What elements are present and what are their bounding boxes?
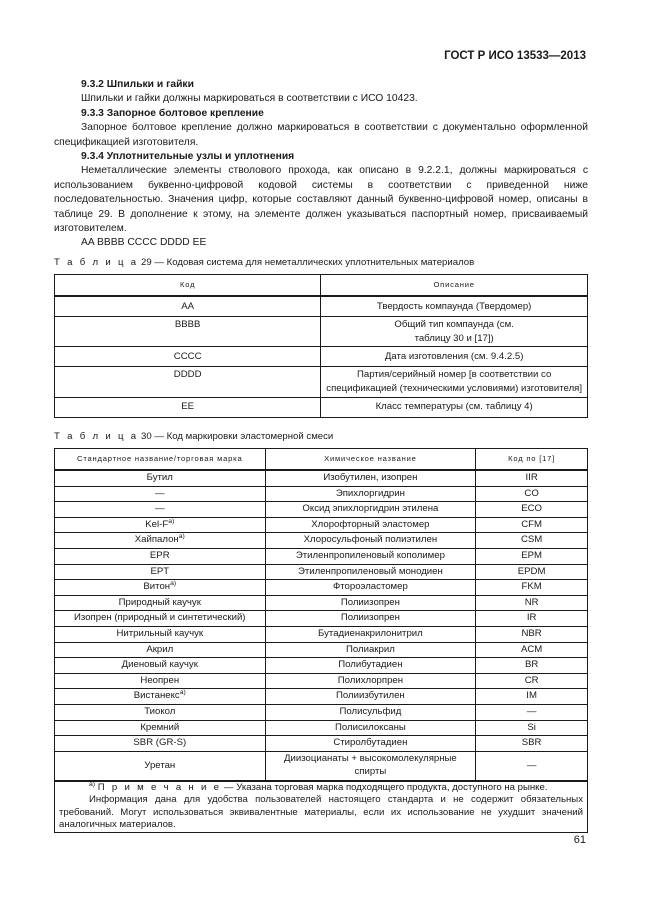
page-number: 61 — [573, 834, 586, 846]
table-29-code-cell: AA — [55, 296, 321, 317]
table-row — [55, 296, 588, 317]
table-30-code-cell: — — [476, 751, 588, 781]
table-row — [55, 502, 588, 518]
note-text: — Указана торговая марка подходящего продукта, доступного на рынке. — [221, 781, 548, 793]
table-30-name-cell: Изопрен (природный и синтетический) — [55, 611, 266, 627]
document-header: ГОСТ Р ИСО 13533—2013 — [444, 50, 586, 62]
table-30-chem-cell: Стиролбутадиен — [265, 736, 476, 752]
table-29-header-description: Описание — [321, 275, 588, 297]
section-9-3-3-text: Запорное болтовое крепление должно маркироваться в соответствии с документально оформленной спецификацией изготовителя. — [54, 122, 588, 148]
table-30-chem-cell: Полихлорпрен — [265, 673, 476, 689]
table-29-code-cell: BBBB — [55, 317, 321, 347]
table-30-header-name: Стандартное название/торговая марка — [55, 449, 266, 471]
table-row — [55, 642, 588, 658]
table-30-name-text: Хайпалон — [134, 534, 179, 546]
table-30-footnote — [59, 782, 583, 795]
table-30-header-code: Код по [17] — [476, 449, 588, 471]
table-30-name-text: Kel-F — [145, 518, 169, 530]
table-30-chem-cell: Хлоросульфоный полиэтилен — [265, 533, 476, 549]
table-30-name-text: Вистанекс — [133, 690, 180, 702]
table-30-chem-cell: Хлорофторный эластомер — [265, 517, 476, 533]
table-30-chem-cell: Полиизопрен — [265, 595, 476, 611]
table-row — [55, 517, 588, 533]
table-30-code-cell: FKM — [476, 580, 588, 596]
table-30-caption-text: 30 — Код маркировки эластомерной смеси — [141, 430, 334, 442]
table-row — [55, 470, 588, 486]
table-30-chem-cell: Полисульфид — [265, 704, 476, 720]
table-30-info: Информация дана для удобства пользователей настоящего стандарта и не содержит обязательных требований. Могут использоваться эквивалентные материалы, если их использование не ухудшит значений аналогичных материалов. — [59, 794, 583, 831]
table-row — [55, 627, 588, 643]
table-30-name-cell: Тиокол — [55, 704, 266, 720]
table-30-chem-cell: Полиакрил — [265, 642, 476, 658]
note-mark: a) — [89, 780, 96, 788]
table-30-code-cell: CSM — [476, 533, 588, 549]
table-30-chem-cell: Изобутилен, изопрен — [265, 470, 476, 486]
table-29-code-cell: DDDD — [55, 367, 321, 397]
table-30-name-cell: EPR — [55, 549, 266, 565]
table-row — [55, 347, 588, 367]
table-30-chem-cell: Фтороэластомер — [265, 580, 476, 596]
table-30-code-cell: IIR — [476, 470, 588, 486]
footnote-mark: a) — [179, 689, 186, 697]
table-30-caption-prefix: Т а б л и ц а — [54, 430, 139, 442]
table-30-code-cell: — — [476, 704, 588, 720]
table-30-name-cell: Кремний — [55, 720, 266, 736]
table-30-chem-cell: Полиизбутилен — [265, 689, 476, 705]
table-30-note — [55, 781, 588, 833]
table-30-chem-cell: Диизоцианаты + высокомолекулярные спирты — [265, 751, 476, 781]
table-30-name-cell — [55, 689, 266, 705]
table-30-code-cell: CO — [476, 486, 588, 502]
table-30-name-cell: Нитрильный каучук — [55, 627, 266, 643]
table-29-caption-prefix: Т а б л и ц а — [54, 256, 139, 268]
table-note-row — [55, 781, 588, 833]
table-30-code-cell: Si — [476, 720, 588, 736]
table-29-desc-cell: Твердость компаунда (Твердомер) — [321, 296, 588, 317]
table-29-caption-text: 29 — Кодовая система для неметаллических уплотнительных материалов — [141, 256, 475, 268]
table-row — [55, 580, 588, 596]
table-row — [55, 533, 588, 549]
table-row — [55, 751, 588, 781]
table-row — [55, 689, 588, 705]
table-row — [55, 317, 588, 347]
table-30-code-cell: SBR — [476, 736, 588, 752]
table-30-code-cell: IM — [476, 689, 588, 705]
table-30-name-cell: Бутил — [55, 470, 266, 486]
code-sequence: AA BBBB CCCC DDDD EE — [81, 237, 207, 249]
table-30-name-cell: Неопрен — [55, 673, 266, 689]
table-29-header-code: Код — [55, 275, 321, 297]
table-30-name-cell: Природный каучук — [55, 595, 266, 611]
table-30-name-cell: — — [55, 502, 266, 518]
table-29-caption — [54, 256, 588, 270]
table-row — [55, 611, 588, 627]
table-row — [55, 549, 588, 565]
footnote-mark: a) — [178, 533, 185, 541]
table-29-code-cell: CCCC — [55, 347, 321, 367]
table-30-name-cell: EPT — [55, 564, 266, 580]
footnote-mark: a) — [168, 517, 175, 525]
table-30-name-cell — [55, 580, 266, 596]
table-30-name-cell — [55, 517, 266, 533]
table-row — [55, 564, 588, 580]
table-30-code-cell: ACM — [476, 642, 588, 658]
table-30-code-cell: BR — [476, 658, 588, 674]
table-29-code-cell: EE — [55, 397, 321, 417]
table-30 — [54, 448, 588, 833]
table-row — [55, 486, 588, 502]
table-30-code-cell: CFM — [476, 517, 588, 533]
table-30-name-cell: Диеновый каучук — [55, 658, 266, 674]
table-30-name-cell: — — [55, 486, 266, 502]
table-30-name-cell: SBR (GR-S) — [55, 736, 266, 752]
table-30-code-cell: IR — [476, 611, 588, 627]
table-30-code-cell: NBR — [476, 627, 588, 643]
table-30-header-chemical: Химическое название — [265, 449, 476, 471]
section-9-3-4-text: Неметаллические элементы стволового прохода, как описано в 9.2.2.1, должны маркироваться с использованием буквенно-цифровой кодовой системы в соответствии с приведенной ниже последовательностью. Значения цифр, которые составляют данный буквенно-цифровой номер, описаны в таблице 29. В дополнение к этому, на элементе должен указываться паспортный номер, присваиваемый изготовителем. — [54, 165, 588, 235]
table-30-code-cell: CR — [476, 673, 588, 689]
table-30-code-cell: EPM — [476, 549, 588, 565]
table-29 — [54, 274, 588, 417]
table-row — [55, 720, 588, 736]
table-30-code-cell: ECO — [476, 502, 588, 518]
section-9-3-2-text: Шпильки и гайки должны маркироваться в соответствии с ИСО 10423. — [81, 93, 418, 105]
table-30-name-cell: Уретан — [55, 751, 266, 781]
table-row — [55, 595, 588, 611]
note-label: П р и м е ч а н и е — [97, 781, 222, 793]
table-row — [55, 367, 588, 397]
table-30-name-text: Витон — [143, 581, 171, 593]
page-content — [54, 78, 588, 833]
table-30-chem-cell: Оксид эпихлоргидрин этилена — [265, 502, 476, 518]
section-9-3-2-title: 9.3.2 Шпильки и гайки — [81, 79, 194, 90]
table-30-chem-cell: Этиленпропиленовый монодиен — [265, 564, 476, 580]
table-29-desc-cell: Общий тип компаунда (см. таблицу 30 и [17]) — [321, 317, 588, 347]
table-row — [55, 704, 588, 720]
table-30-chem-cell: Полисилоксаны — [265, 720, 476, 736]
footnote-mark: a) — [170, 580, 177, 588]
table-29-desc-cell: Класс температуры (см. таблицу 4) — [321, 397, 588, 417]
table-30-code-cell: NR — [476, 595, 588, 611]
table-29-desc-cell: Дата изготовления (см. 9.4.2.5) — [321, 347, 588, 367]
table-30-name-cell: Акрил — [55, 642, 266, 658]
table-30-chem-cell: Полиизопрен — [265, 611, 476, 627]
table-30-name-cell — [55, 533, 266, 549]
table-row — [55, 397, 588, 417]
section-9-3-4-title: 9.3.4 Уплотнительные узлы и уплотнения — [81, 151, 295, 163]
table-30-code-cell: EPDM — [476, 564, 588, 580]
table-row — [55, 658, 588, 674]
table-row — [55, 673, 588, 689]
table-row — [55, 736, 588, 752]
section-9-3-3-title: 9.3.3 Запорное болтовое крепление — [81, 107, 264, 119]
table-30-chem-cell: Полибутадиен — [265, 658, 476, 674]
table-30-chem-cell: Эпихлоргидрин — [265, 486, 476, 502]
table-29-desc-cell: Партия/серийный номер [в соответствии со спецификацией (техническими условиями) изготовителя] — [321, 367, 588, 397]
table-30-chem-cell: Бутадиенакрилонитрил — [265, 627, 476, 643]
table-30-caption — [54, 430, 588, 444]
table-30-chem-cell: Этиленпропиленовый кополимер — [265, 549, 476, 565]
